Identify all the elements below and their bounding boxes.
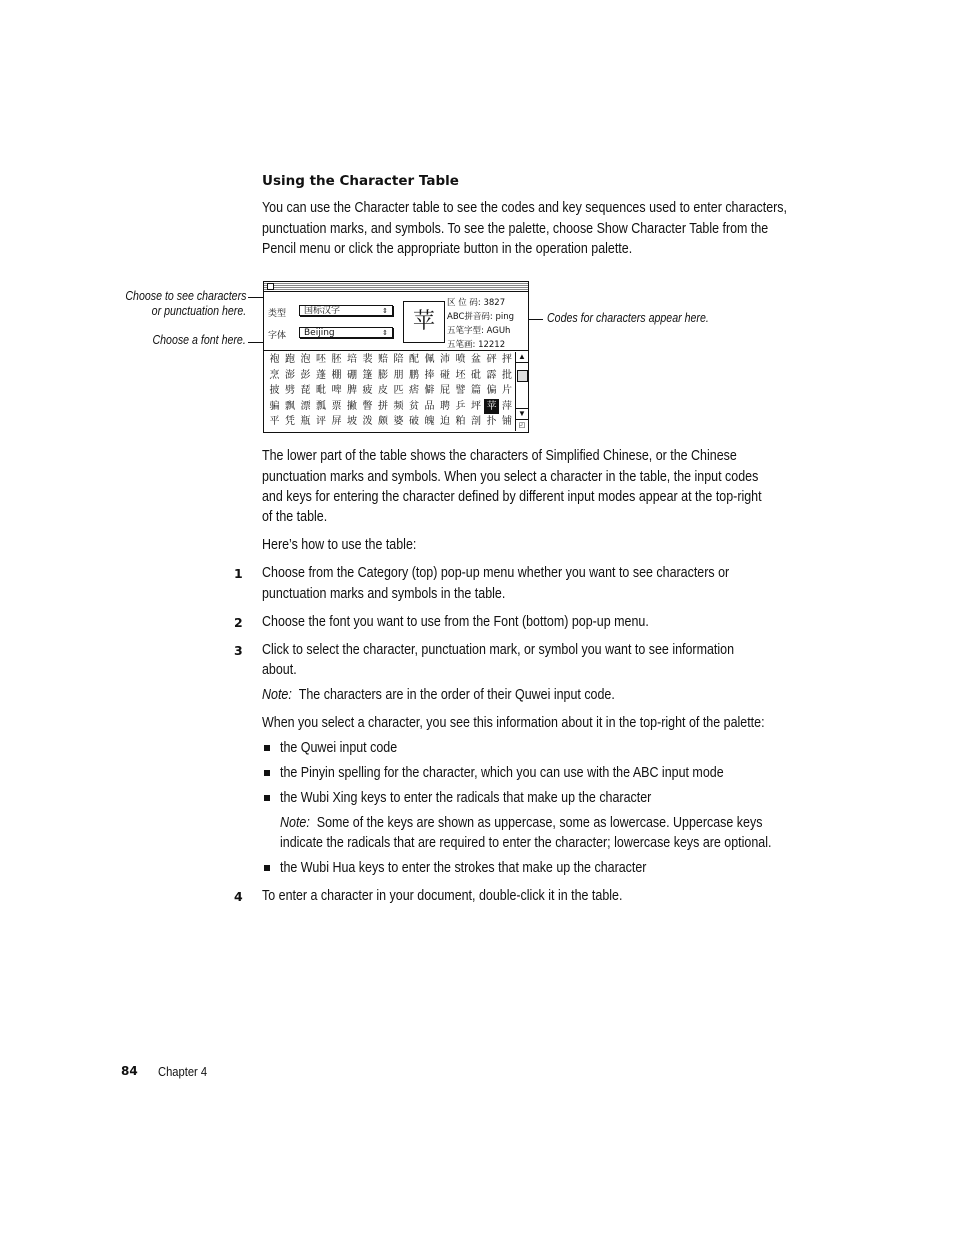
step-1-line-1: Choose from the Category (top) pop-up menu whether you want to see characters or bbox=[262, 565, 730, 581]
character-cell[interactable]: 平 bbox=[269, 416, 280, 427]
step-3-number: 3 bbox=[234, 643, 243, 658]
section-heading: Using the Character Table bbox=[262, 173, 459, 189]
note-2-label: Note: bbox=[280, 815, 310, 831]
character-cell[interactable]: 膨 bbox=[378, 369, 388, 381]
character-cell[interactable]: 屁 bbox=[440, 385, 450, 396]
popup-arrows-icon: ⇕ bbox=[382, 307, 388, 315]
character-cell[interactable]: 屏 bbox=[331, 416, 342, 427]
character-cell[interactable]: 聘 bbox=[440, 400, 450, 412]
character-cell[interactable]: 跑 bbox=[285, 354, 295, 365]
character-cell[interactable]: 沛 bbox=[440, 354, 450, 365]
character-cell[interactable]: 贫 bbox=[409, 400, 419, 412]
character-codes bbox=[447, 296, 514, 352]
character-cell[interactable]: 飘 bbox=[285, 400, 295, 412]
character-cell[interactable]: 评 bbox=[316, 416, 326, 427]
bullet-2: the Pinyin spelling for the character, which you can use with the ABC input mode bbox=[280, 765, 724, 781]
character-cell[interactable]: 坪 bbox=[471, 400, 481, 412]
character-cell[interactable]: 魄 bbox=[424, 416, 435, 427]
callout-line-codes bbox=[529, 319, 543, 320]
bullet-icon bbox=[264, 865, 270, 871]
character-cell[interactable]: 瓢 bbox=[316, 400, 326, 412]
character-cell[interactable]: 譬 bbox=[455, 385, 466, 396]
callout-category-1: Choose to see characters bbox=[124, 289, 246, 303]
character-cell[interactable]: 铺 bbox=[502, 416, 512, 427]
palette-title-bar[interactable] bbox=[264, 282, 528, 292]
step-1-line-2: punctuation marks and symbols in the table. bbox=[262, 586, 506, 602]
character-cell[interactable]: 破 bbox=[409, 416, 419, 427]
bullet-icon bbox=[264, 795, 270, 801]
scroll-up-arrow-icon[interactable]: ▲ bbox=[516, 352, 528, 363]
character-cell[interactable]: 朋 bbox=[393, 369, 404, 381]
character-cell[interactable]: 瞥 bbox=[362, 400, 373, 412]
character-cell[interactable]: 配 bbox=[409, 354, 419, 365]
chapter-label: Chapter 4 bbox=[158, 1064, 208, 1079]
character-cell[interactable]: 烹 bbox=[269, 369, 280, 381]
character-cell[interactable]: 匹 bbox=[393, 385, 404, 396]
close-box-icon[interactable] bbox=[267, 283, 274, 290]
character-cell[interactable]: 颇 bbox=[378, 416, 388, 427]
font-label: 字体 bbox=[268, 331, 287, 341]
step-2-line-1: Choose the font you want to use from the Font (bottom) pop-up menu. bbox=[262, 614, 649, 630]
callout-category-2: or punctuation here. bbox=[151, 304, 246, 318]
character-cell[interactable]: 疲 bbox=[362, 385, 373, 396]
page-number: 84 bbox=[121, 1064, 138, 1078]
when-select-text: When you select a character, you see this information about it in the top-right of the palette: bbox=[262, 715, 765, 731]
character-cell[interactable]: 粕 bbox=[455, 416, 466, 427]
character-cell[interactable]: 啤 bbox=[331, 385, 342, 396]
lower-line-3: and keys for entering the character defined by different input modes appear at the top-right bbox=[262, 489, 762, 505]
character-cell[interactable]: 捧 bbox=[424, 369, 435, 381]
lower-line-1: The lower part of the table shows the characters of Simplified Chinese, or the Chinese bbox=[262, 448, 737, 464]
character-cell[interactable]: 漂 bbox=[300, 400, 311, 412]
category-label: 类型 bbox=[268, 309, 287, 319]
character-cell[interactable]: 拼 bbox=[378, 400, 388, 412]
character-cell[interactable]: 培 bbox=[347, 354, 357, 365]
character-cell[interactable]: 坡 bbox=[347, 416, 357, 427]
character-cell[interactable]: 砒 bbox=[471, 369, 481, 381]
character-cell[interactable]: 脾 bbox=[347, 385, 357, 396]
scroll-thumb[interactable] bbox=[517, 370, 528, 382]
character-cell[interactable]: 撇 bbox=[347, 400, 357, 412]
bullet-icon bbox=[264, 770, 270, 776]
character-cell[interactable]: 骗 bbox=[269, 400, 280, 412]
character-cell[interactable]: 裴 bbox=[362, 354, 373, 365]
note-2-line-2: indicate the radicals that are required to enter the character; lowercase keys are optional. bbox=[280, 835, 772, 851]
character-cell[interactable]: 婆 bbox=[393, 416, 404, 427]
character-table-palette bbox=[263, 281, 529, 433]
grow-box-icon[interactable]: ◰ bbox=[516, 419, 528, 432]
character-cell[interactable]: 品 bbox=[424, 400, 435, 412]
category-popup-value: 国标汉字 bbox=[304, 306, 341, 316]
character-cell[interactable]: 陪 bbox=[393, 354, 404, 365]
step-4-number: 4 bbox=[234, 889, 243, 904]
character-cell[interactable]: 鹏 bbox=[409, 369, 419, 381]
character-cell[interactable]: 萍 bbox=[502, 400, 512, 412]
character-cell[interactable]: 硼 bbox=[347, 369, 357, 381]
character-cell[interactable]: 劈 bbox=[285, 385, 295, 396]
character-cell[interactable]: 披 bbox=[269, 385, 280, 396]
character-cell[interactable]: 片 bbox=[502, 385, 512, 396]
character-cell[interactable]: 扑 bbox=[486, 416, 497, 427]
note-2-text-1: Some of the keys are shown as uppercase, some as lowercase. Uppercase keys bbox=[316, 815, 763, 831]
intro-line-1: You can use the Character table to see the codes and key sequences used to enter characters, bbox=[262, 200, 788, 216]
bullet-4: the Wubi Hua keys to enter the strokes that make up the character bbox=[280, 860, 647, 876]
character-cell[interactable]: 剖 bbox=[471, 416, 481, 427]
character-cell[interactable]: 皮 bbox=[378, 385, 388, 396]
step-3-line-1: Click to select the character, punctuation mark, or symbol you want to see information bbox=[262, 642, 735, 658]
character-cell[interactable]: 苹 bbox=[484, 399, 499, 414]
font-popup-value: Beijing bbox=[304, 328, 335, 338]
font-popup[interactable] bbox=[299, 327, 393, 338]
character-cell[interactable]: 僻 bbox=[424, 385, 435, 396]
pinyin-code: ABC拼音码: ping bbox=[447, 312, 515, 322]
intro-line-3: Pencil menu or click the appropriate button in the operation palette. bbox=[262, 241, 633, 257]
character-cell[interactable]: 碰 bbox=[440, 369, 450, 381]
step-3-line-2: about. bbox=[262, 662, 297, 678]
character-cell[interactable]: 澎 bbox=[285, 369, 295, 381]
character-cell[interactable]: 篷 bbox=[362, 369, 373, 381]
character-cell[interactable]: 痞 bbox=[409, 385, 419, 396]
character-cell[interactable]: 泼 bbox=[362, 416, 373, 427]
note-1-label: Note: bbox=[262, 687, 292, 703]
character-cell[interactable]: 呸 bbox=[316, 354, 326, 365]
character-cell[interactable]: 篇 bbox=[471, 385, 481, 396]
character-cell[interactable]: 彭 bbox=[300, 369, 311, 381]
category-popup[interactable] bbox=[299, 305, 393, 316]
note-1-text: The characters are in the order of their Quwei input code. bbox=[298, 687, 615, 703]
step-1-number: 1 bbox=[234, 566, 243, 581]
wubi-xing-code: 五笔字型: AGUh bbox=[447, 326, 511, 336]
character-cell[interactable]: 赔 bbox=[378, 354, 388, 365]
wubi-hua-code: 五笔画: 12212 bbox=[447, 340, 506, 350]
selected-character-preview: 苹 bbox=[403, 301, 445, 343]
character-cell[interactable]: 佩 bbox=[424, 354, 435, 365]
quwei-code: 区 位 码: 3827 bbox=[447, 298, 506, 308]
character-cell[interactable]: 琵 bbox=[300, 385, 311, 396]
bullet-1: the Quwei input code bbox=[280, 740, 398, 756]
character-cell[interactable]: 霹 bbox=[486, 369, 497, 381]
character-cell[interactable]: 凭 bbox=[285, 416, 295, 427]
step-2-number: 2 bbox=[234, 615, 243, 630]
bullet-3: the Wubi Xing keys to enter the radicals that make up the character bbox=[280, 790, 652, 806]
lower-line-2: punctuation marks and symbols. When you select a character in the table, the input codes bbox=[262, 469, 759, 485]
character-cell[interactable]: 乒 bbox=[455, 400, 466, 412]
step-4-text: To enter a character in your document, double-click it in the table. bbox=[262, 888, 623, 904]
character-cell[interactable]: 喷 bbox=[455, 354, 466, 365]
vertical-scrollbar[interactable] bbox=[515, 352, 528, 431]
character-cell[interactable]: 蓬 bbox=[316, 369, 326, 381]
callout-codes: Codes for characters appear here. bbox=[547, 311, 709, 325]
character-cell[interactable]: 偏 bbox=[486, 385, 497, 396]
character-cell[interactable]: 胚 bbox=[331, 354, 342, 365]
popup-arrows-icon: ⇕ bbox=[382, 329, 388, 337]
character-cell[interactable]: 瓶 bbox=[300, 416, 311, 427]
character-cell[interactable]: 频 bbox=[393, 400, 404, 412]
character-cell[interactable]: 袍 bbox=[269, 354, 280, 365]
intro-line-2: punctuation marks, and symbols. To see the palette, choose Show Character Table from the bbox=[262, 221, 769, 237]
character-cell[interactable]: 票 bbox=[331, 400, 342, 412]
lower-line-4: of the table. bbox=[262, 509, 328, 525]
character-cell[interactable]: 抨 bbox=[502, 354, 512, 365]
note-2-line-1 bbox=[280, 813, 762, 834]
character-cell[interactable]: 毗 bbox=[316, 385, 326, 396]
character-cell[interactable]: 泡 bbox=[300, 354, 311, 365]
howto-text: Here’s how to use the table: bbox=[262, 537, 417, 553]
character-cell[interactable]: 坯 bbox=[455, 369, 466, 381]
palette-divider bbox=[264, 350, 528, 351]
scroll-down-arrow-icon[interactable]: ▼ bbox=[516, 408, 528, 419]
callout-font: Choose a font here. bbox=[152, 333, 246, 347]
character-cell[interactable]: 棚 bbox=[331, 369, 342, 381]
bullet-icon bbox=[264, 745, 270, 751]
note-1 bbox=[262, 685, 615, 706]
character-cell[interactable]: 迫 bbox=[440, 416, 450, 427]
character-cell[interactable]: 砰 bbox=[486, 354, 497, 365]
character-cell[interactable]: 盆 bbox=[471, 354, 481, 365]
character-cell[interactable]: 批 bbox=[502, 369, 512, 381]
